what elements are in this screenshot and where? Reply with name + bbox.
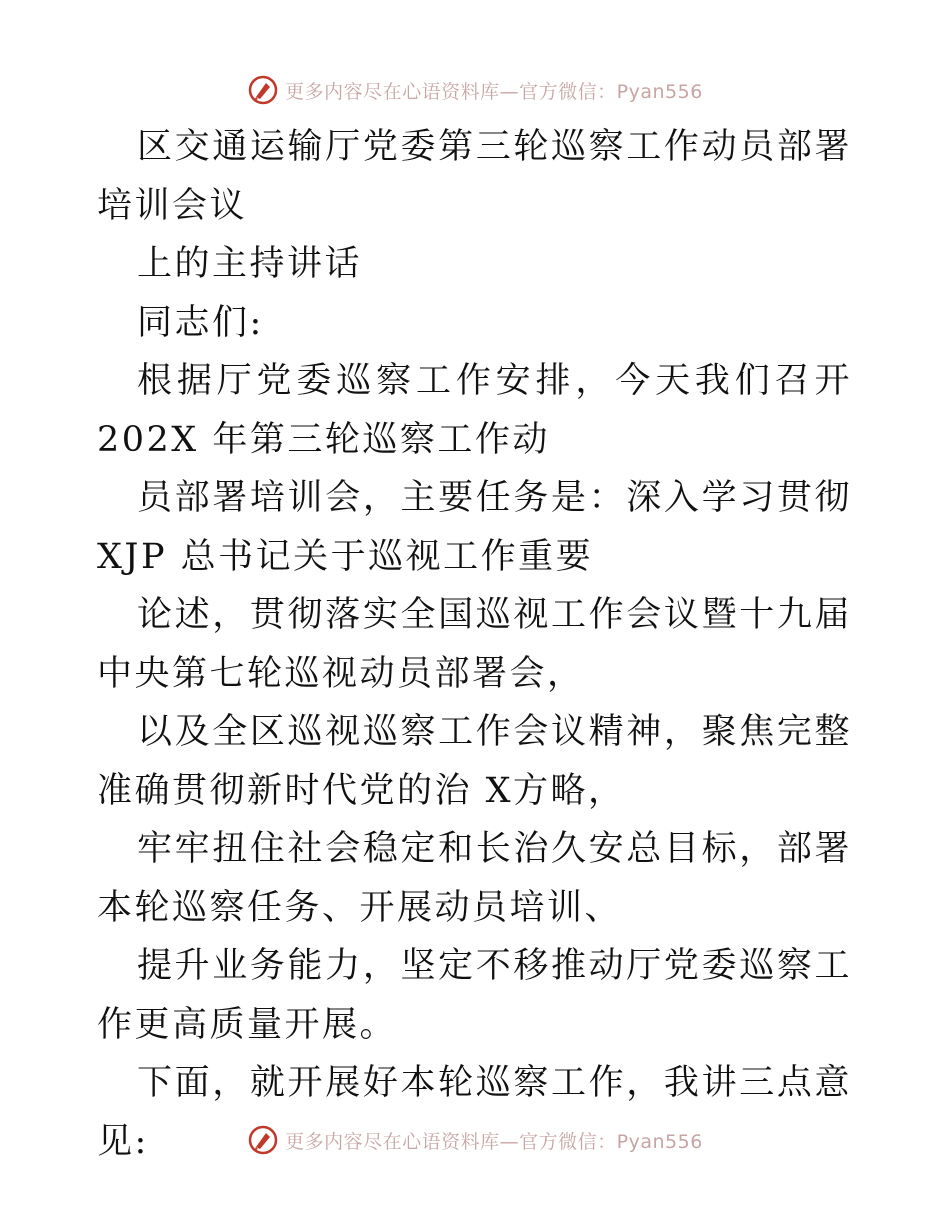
salutation: 同志们:: [137, 302, 264, 343]
document-body: [97, 118, 852, 1171]
body-paragraph: 牢牢扭住社会稳定和长治久安总目标，部署本轮巡察任务、开展动员培训、: [97, 829, 852, 928]
header-banner-text: 更多内容尽在心语资料库—官方微信：Pyan556: [285, 80, 703, 103]
body-paragraph: 以及全区巡视巡察工作会议精神，聚焦完整准确贯彻新时代党的治 X方略，: [97, 712, 852, 811]
document-title-line-1: 区交通运输厅党委第三轮巡察工作动员部署培训会议: [97, 127, 852, 226]
body-paragraph: 根据厅党委巡察工作安排，今天我们召开 202X 年第三轮巡察工作动: [97, 361, 852, 460]
body-paragraph: 论述，贯彻落实全国巡视工作会议暨十九届中央第七轮巡视动员部署会，: [97, 595, 852, 694]
pen-nib-logo-icon: [247, 1124, 279, 1156]
body-paragraph: 员部署培训会，主要任务是：深入学习贯彻 XJP 总书记关于巡视工作重要: [97, 478, 852, 577]
pen-nib-logo-icon: [247, 74, 279, 106]
footer-banner-text: 更多内容尽在心语资料库—官方微信：Pyan556: [285, 1130, 703, 1153]
footer-banner: [0, 1120, 950, 1160]
document-title-line-2: 上的主持讲话: [137, 244, 363, 284]
body-paragraph: 提升业务能力，坚定不移推动厅党委巡察工作更高质量开展。: [97, 946, 852, 1045]
body-paragraph: 下面，就开展好本轮巡察工作，我讲三点意见:: [97, 1063, 852, 1162]
header-banner: [0, 70, 950, 110]
